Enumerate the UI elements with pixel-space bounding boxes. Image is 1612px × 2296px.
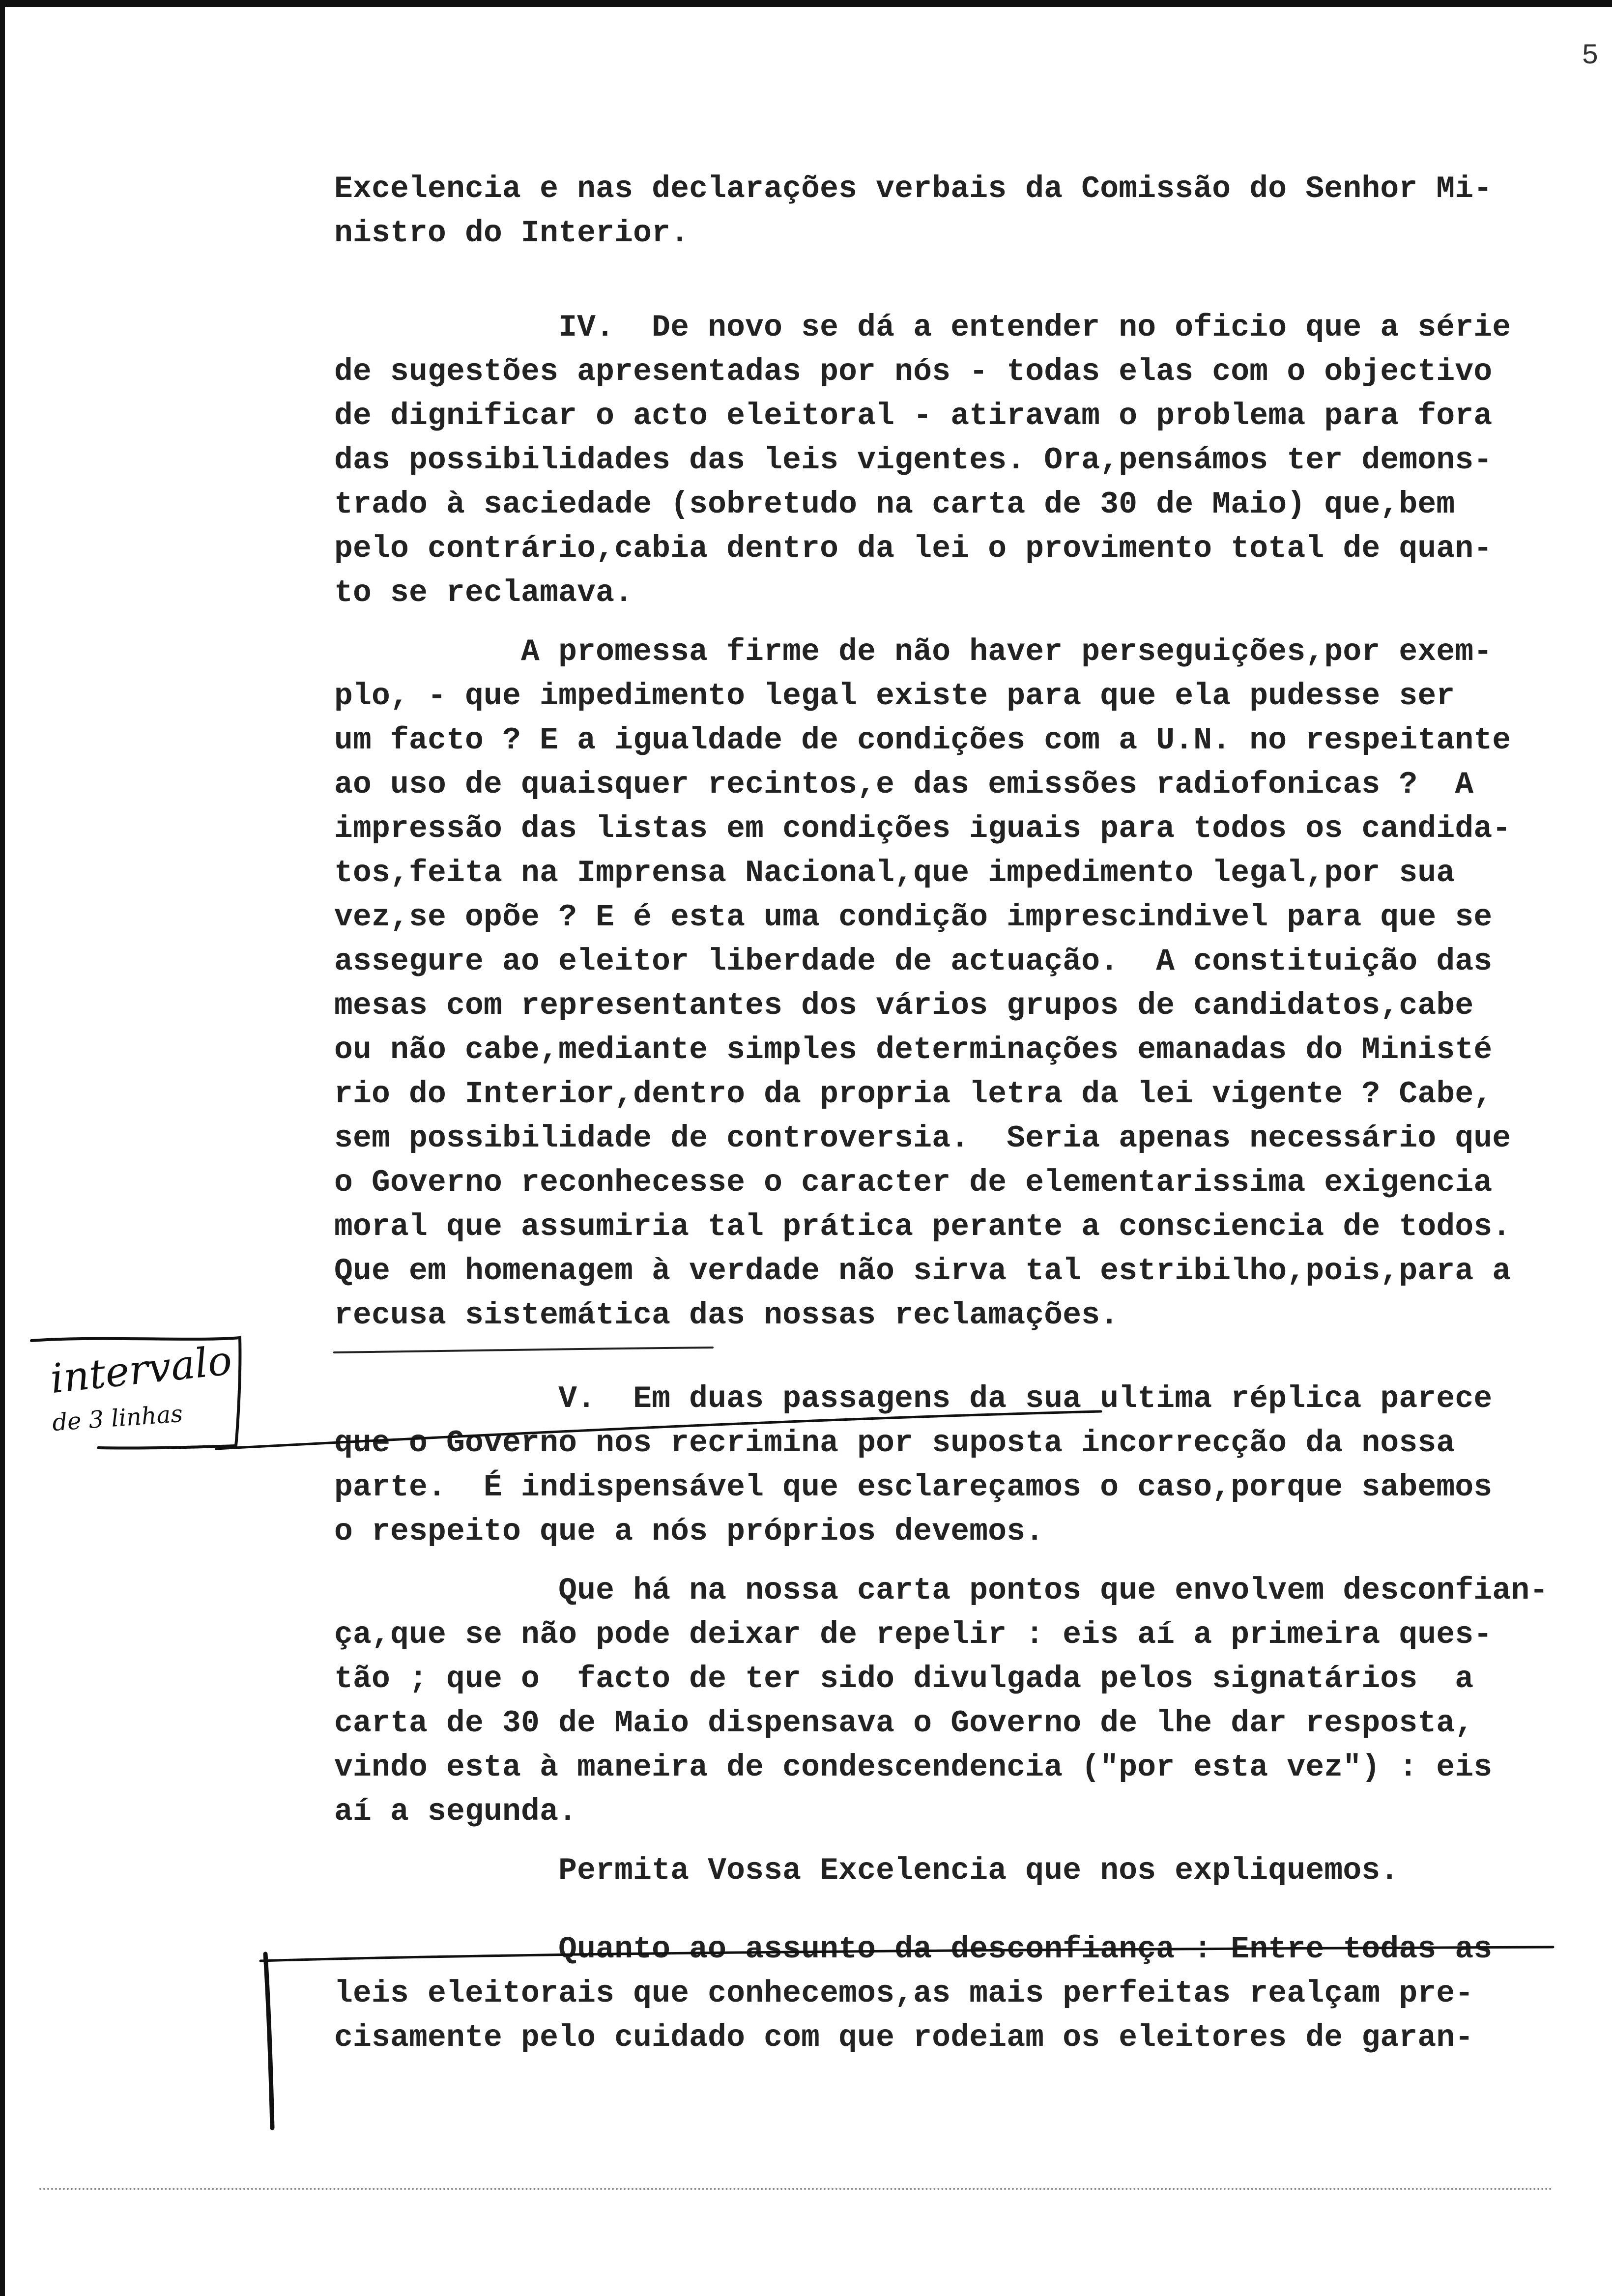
text-line: aí a segunda.: [334, 1794, 577, 1829]
text-line: o respeito que a nós próprios devemos.: [334, 1514, 1044, 1549]
page-border-left: [0, 0, 5, 2296]
text-line: de dignificar o acto eleitoral - atiravam o problema para fora: [334, 399, 1493, 433]
text-line: ça,que se não pode deixar de repelir : eis aí a primeira ques-: [334, 1617, 1493, 1652]
text-line: nistro do Interior.: [334, 216, 690, 251]
text-line: Excelencia e nas declarações verbais da Comissão do Senhor Mi-: [334, 172, 1493, 206]
text-line: vindo esta à maneira de condescendencia ("por esta vez") : eis: [334, 1750, 1493, 1785]
text-line: o Governo reconhecesse o caracter de elementarissima exigencia: [334, 1165, 1493, 1200]
text-line: sem possibilidade de controversia. Seria apenas necessário que: [334, 1121, 1511, 1156]
text-line: tão ; que o facto de ter sido divulgada pelos signatários a: [334, 1662, 1474, 1696]
text-line: impressão das listas em condições iguais para todos os candida-: [334, 811, 1511, 846]
text-line: Quanto ao assunto da desconfiança : Entre todas as: [334, 1932, 1493, 1967]
page-bottom-dotted-line: [39, 2188, 1553, 2190]
text-line: recusa sistemática das nossas reclamações.: [334, 1298, 1119, 1333]
page-border-top: [0, 0, 1612, 7]
text-line: que o Governo nos recrimina por suposta incorrecção da nossa: [334, 1426, 1455, 1461]
text-line: ao uso de quaisquer recintos,e das emissões radiofonicas ? A: [334, 767, 1474, 802]
text-line: assegure ao eleitor liberdade de actuação. A constituição das: [334, 944, 1493, 979]
annotation-text-line1: intervalo: [48, 1337, 234, 1403]
text-line: mesas com representantes dos vários grupos de candidatos,cabe: [334, 988, 1474, 1023]
text-line: plo, - que impedimento legal existe para que ela pudesse ser: [334, 679, 1455, 714]
text-line: A promessa firme de não haver perseguições,por exem-: [334, 634, 1493, 669]
text-line: V. Em duas passagens da sua ultima réplica parece: [334, 1381, 1493, 1416]
text-line: pelo contrário,cabia dentro da lei o provimento total de quan-: [334, 531, 1493, 566]
text-line: Que há na nossa carta pontos que envolvem desconfian-: [334, 1573, 1549, 1608]
text-line: Que em homenagem à verdade não sirva tal estribilho,pois,para a: [334, 1254, 1511, 1289]
text-line: Permita Vossa Excelencia que nos expliquemos.: [334, 1853, 1399, 1888]
text-line: de sugestões apresentadas por nós - todas elas com o objectivo: [334, 354, 1493, 389]
underline-stroke: [334, 1348, 713, 1352]
text-line: moral que assumiria tal prática perante a consciencia de todos.: [334, 1209, 1511, 1244]
text-line: leis eleitorais que conhecemos,as mais perfeitas realçam pre-: [334, 1976, 1474, 2011]
annotation-text-line2: de 3 linhas: [51, 1400, 184, 1437]
text-line: carta de 30 de Maio dispensava o Governo de lhe dar resposta,: [334, 1706, 1474, 1741]
text-line: um facto ? E a igualdade de condições com a U.N. no respeitante: [334, 723, 1511, 758]
text-line: IV. De novo se dá a entender no oficio que a série: [334, 310, 1511, 345]
text-line: vez,se opõe ? E é esta uma condição imprescindivel para que se: [334, 900, 1493, 935]
text-line: trado à saciedade (sobretudo na carta de 30 de Maio) que,bem: [334, 487, 1455, 522]
margin-bar-stroke: [265, 1954, 272, 2128]
margin-box-stroke: [31, 1338, 240, 1448]
text-line: rio do Interior,dentro da propria letra da lei vigente ? Cabe,: [334, 1077, 1493, 1112]
page-number: 5: [1582, 40, 1599, 72]
text-line: parte. É indispensável que esclareçamos o caso,porque sabemos: [334, 1470, 1493, 1505]
text-line: cisamente pelo cuidado com que rodeiam os eleitores de garan-: [334, 2020, 1474, 2055]
text-line: tos,feita na Imprensa Nacional,que impedimento legal,por sua: [334, 856, 1455, 890]
text-line: ou não cabe,mediante simples determinações emanadas do Ministé: [334, 1033, 1493, 1067]
text-line: to se reclamava.: [334, 575, 633, 610]
text-line: das possibilidades das leis vigentes. Ora,pensámos ter demons-: [334, 443, 1493, 478]
